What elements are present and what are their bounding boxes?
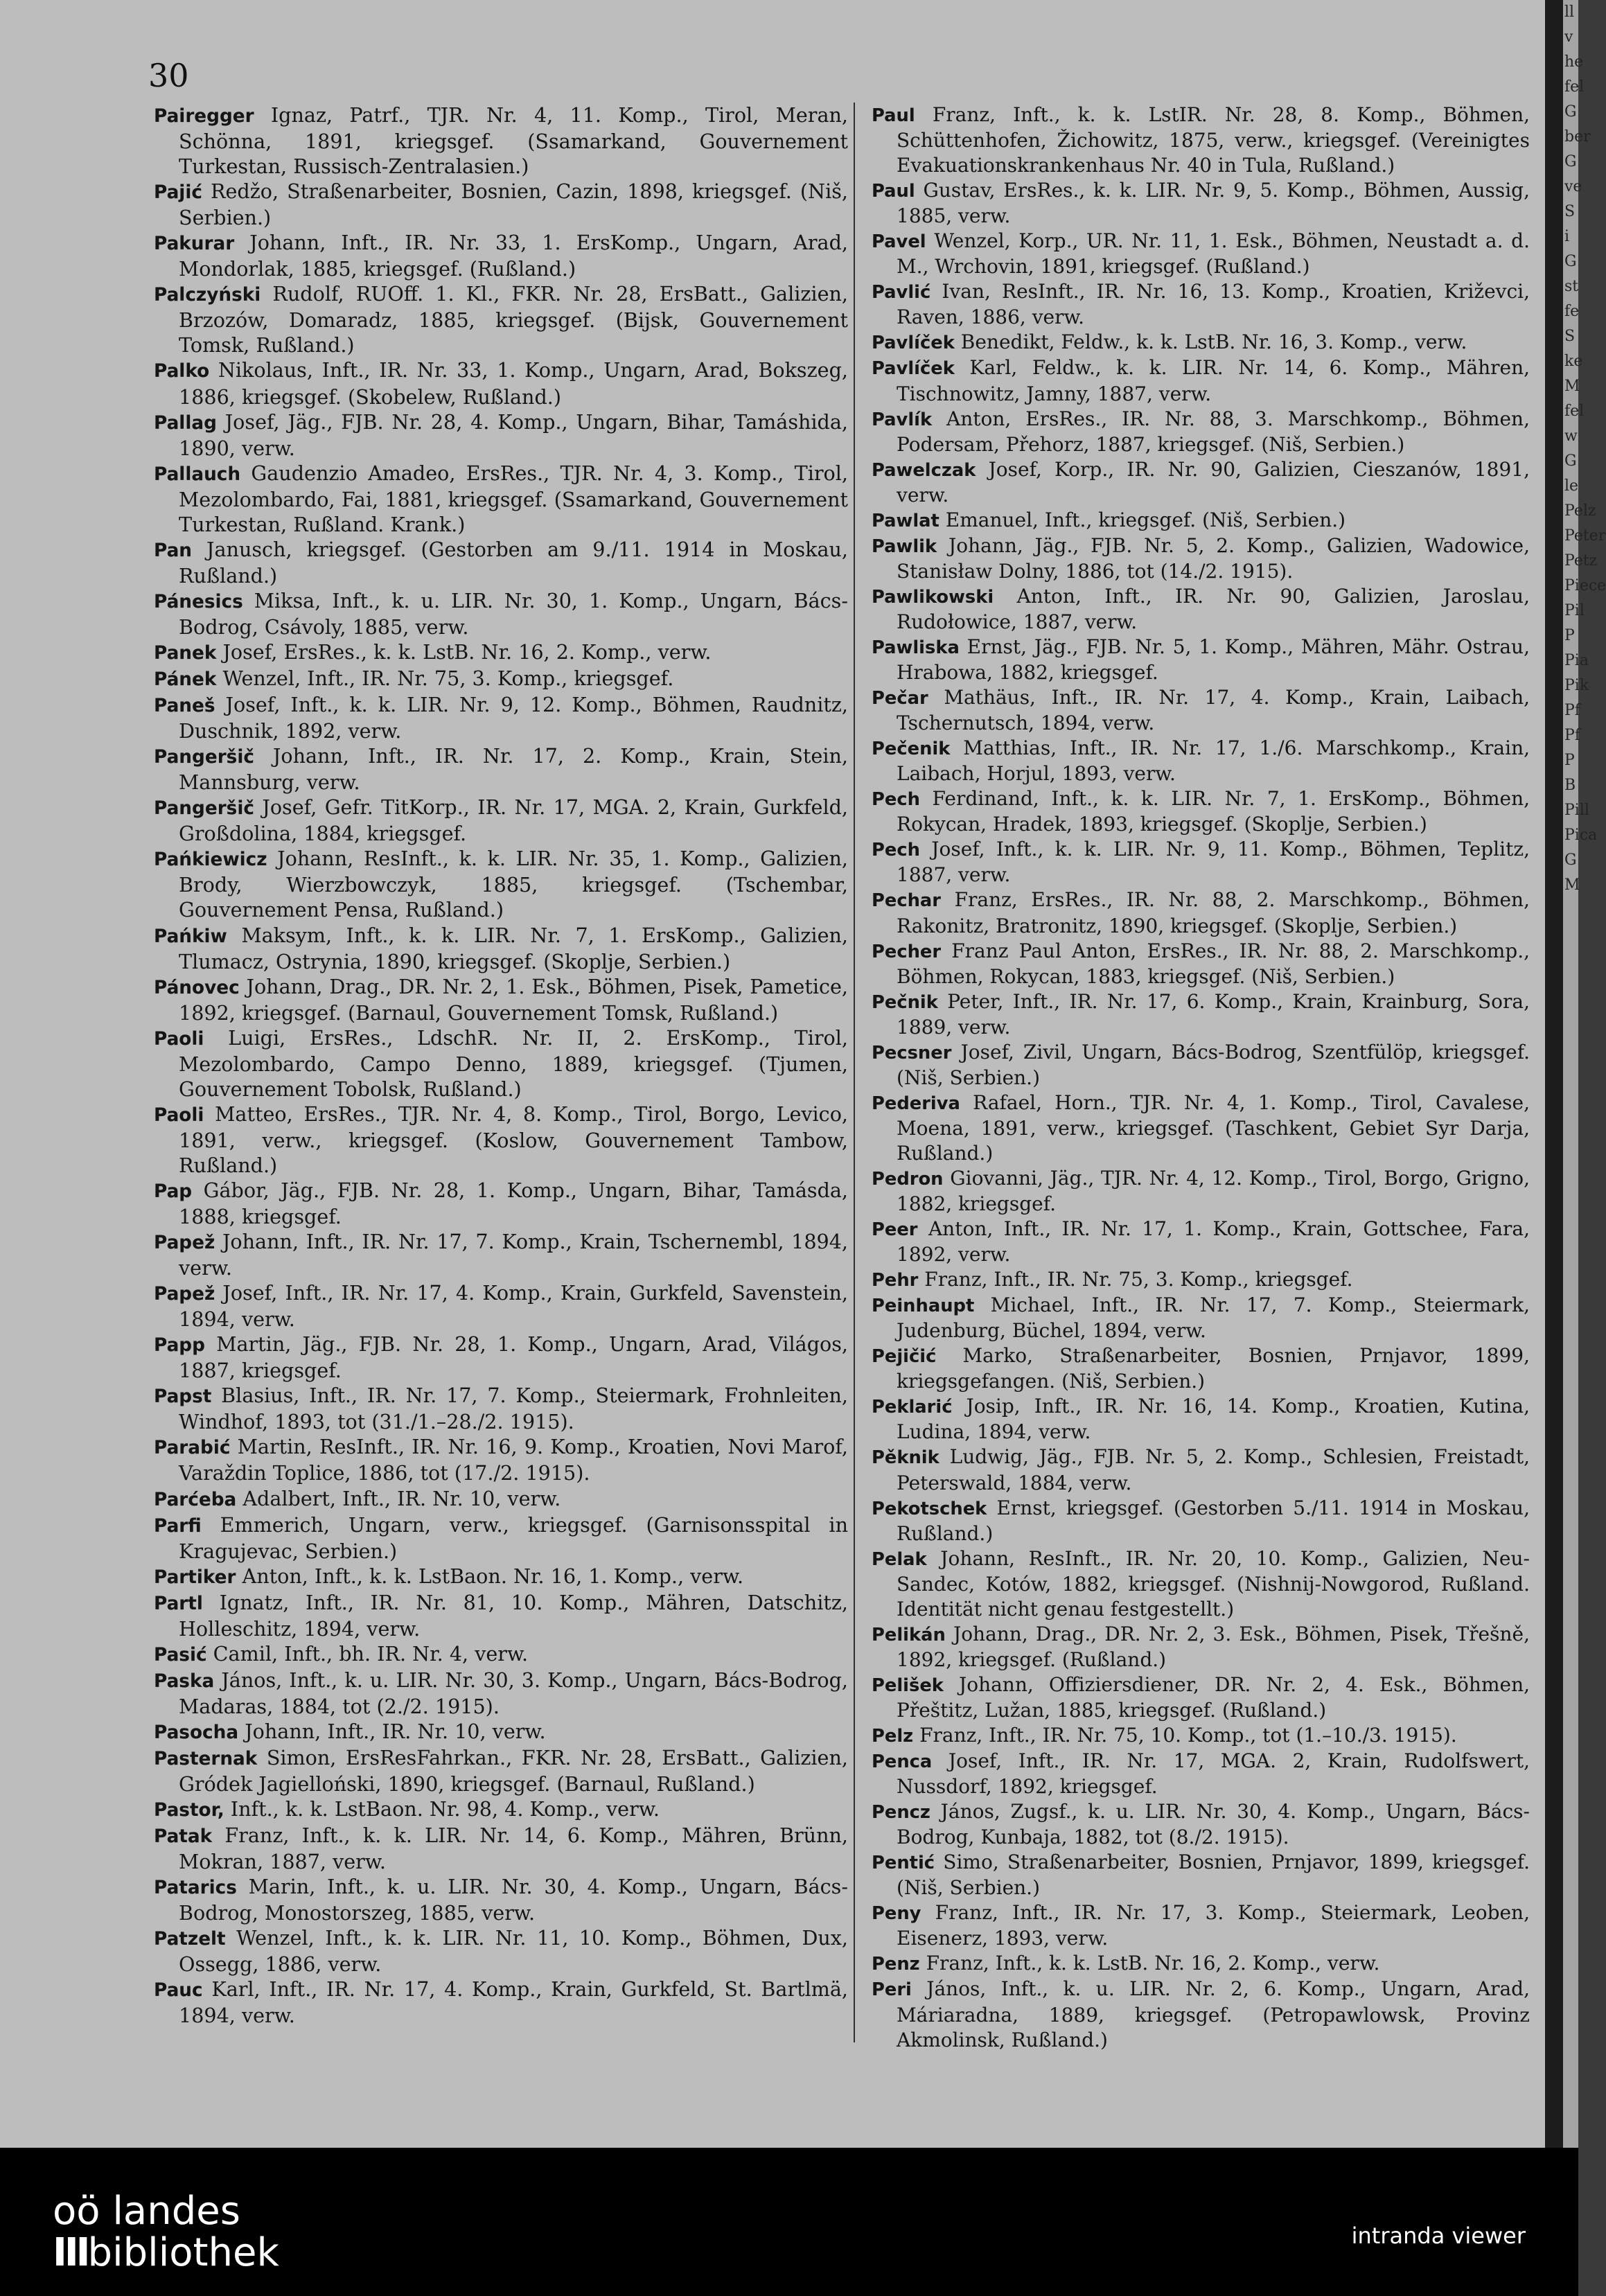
register-entry	[154, 281, 848, 357]
entry-surname: Pěknik	[872, 1447, 939, 1469]
entry-details: Benedikt, Feldw., k. k. LstB. Nr. 16, 3. Komp., verw.	[960, 330, 1467, 354]
entry-details: Josef, Gefr. TitKorp., IR. Nr. 17, MGA. 2, Krain, Gurkfeld, Großdolina, 1884, kriegsgef.	[179, 795, 848, 846]
entry-surname: Pavel	[872, 231, 926, 253]
entry-details: Peter, Inft., IR. Nr. 17, 6. Komp., Krain, Krainburg, Sora, 1889, verw.	[897, 989, 1530, 1039]
entry-surname: Pecher	[872, 941, 942, 962]
entry-surname: Paoli	[154, 1104, 204, 1126]
entry-surname: Panek	[154, 642, 217, 664]
logo-line1: oö landes	[53, 2189, 240, 2234]
entry-surname: Pangeršič	[154, 798, 254, 820]
entry-surname: Penz	[872, 1954, 920, 1975]
edge-fragment: ber	[1564, 128, 1591, 145]
register-entry	[154, 1229, 848, 1280]
entry-surname: Paneš	[154, 696, 215, 717]
entry-details: Ivan, ResInft., IR. Nr. 16, 13. Komp., Kroatien, Križevci, Raven, 1886, verw.	[897, 280, 1530, 329]
register-entry	[154, 795, 848, 846]
left-column	[154, 103, 848, 2029]
register-entry	[872, 1293, 1530, 1343]
entry-details: Josip, Inft., IR. Nr. 16, 14. Komp., Kroatien, Kutina, Ludina, 1894, verw.	[897, 1395, 1530, 1444]
edge-fragment: Pf	[1564, 702, 1580, 719]
register-entry	[872, 1217, 1530, 1267]
register-entry	[154, 179, 848, 230]
entry-details: Anton, Inft., IR. Nr. 90, Galizien, Jaroslau, Rudołowice, 1887, verw.	[897, 584, 1530, 633]
entry-details: Josef, ErsRes., k. k. LstB. Nr. 16, 2. Komp., verw.	[222, 639, 712, 664]
entry-details: Ernst, Jäg., FJB. Nr. 5, 1. Komp., Mähren, Mähr. Ostrau, Hrabowa, 1882, kriegsgef.	[897, 635, 1530, 685]
entry-surname: Pavlíček	[872, 358, 955, 380]
register-entry	[154, 1719, 848, 1745]
column-divider	[854, 103, 855, 2042]
entry-details: Blasius, Inft., IR. Nr. 17, 7. Komp., Steiermark, Frohnleiten, Windhof, 1893, tot (31./1.–28./2. 1915).	[179, 1384, 849, 1434]
entry-details: Martin, Jäg., FJB. Nr. 28, 1. Komp., Ungarn, Arad, Világos, 1887, kriegsgef.	[179, 1332, 848, 1383]
entry-surname: Peinhaupt	[872, 1296, 975, 1317]
entry-surname: Paul	[872, 181, 915, 202]
entry-details: Emanuel, Inft., kriegsgef. (Niš, Serbien.)	[945, 508, 1346, 531]
edge-fragment: Pia	[1564, 652, 1589, 669]
register-entry	[872, 508, 1530, 533]
entry-details: Josef, Inft., k. k. LIR. Nr. 9, 12. Komp., Böhmen, Raudnitz, Duschnik, 1892, verw.	[179, 693, 848, 743]
edge-fragment: he	[1564, 53, 1584, 71]
entry-details: Maksym, Inft., k. k. LIR. Nr. 7, 1. ErsKomp., Galizien, Tlumacz, Ostrynia, 1890, kriegsgef. (Skoplje, Serbien.)	[179, 923, 848, 973]
register-entry	[154, 1102, 848, 1178]
entry-surname: Peny	[872, 1903, 921, 1925]
entry-details: Wenzel, Inft., IR. Nr. 75, 3. Komp., kriegsgef.	[222, 666, 674, 691]
entry-details: Janusch, kriegsgef. (Gestorben am 9./11. 1914 in Moskau, Rußland.)	[179, 537, 848, 588]
edge-fragment: Pf	[1564, 727, 1580, 744]
entry-details: Martin, ResInft., IR. Nr. 16, 9. Komp., Kroatien, Novi Marof, Varaždin Toplice, 1886, tot (17./2. 1915).	[179, 1435, 848, 1485]
edge-fragment: Peter	[1564, 527, 1606, 545]
entry-surname: Parabić	[154, 1438, 231, 1459]
register-entry	[154, 1823, 848, 1874]
adjacent-page-edge	[1545, 0, 1606, 2148]
entry-details: Marin, Inft., k. u. LIR. Nr. 30, 4. Komp., Ungarn, Bács-Bodrog, Monostorszeg, 1885, verw.	[179, 1875, 849, 1925]
entry-surname: Patzelt	[154, 1929, 226, 1950]
logo-line2: bibliothek	[87, 2230, 279, 2275]
entry-surname: Peer	[872, 1219, 918, 1241]
edge-fragment: M	[1564, 378, 1580, 395]
edge-fragment: Pica	[1564, 827, 1598, 844]
edge-fragment: P	[1564, 752, 1575, 769]
entry-surname: Pawelczak	[872, 459, 976, 481]
entry-details: Anton, ErsRes., IR. Nr. 88, 3. Marschkomp., Böhmen, Podersam, Přehorz, 1887, kriegsgef. (Niš, Serbien.)	[897, 407, 1530, 456]
edge-fragment: B	[1564, 777, 1576, 794]
logo-bars-icon: III	[53, 2230, 88, 2275]
entry-details: Emmerich, Ungarn, verw., kriegsgef. (Garnisonsspital in Kragujevac, Serbien.)	[179, 1512, 848, 1563]
entry-details: Matthias, Inft., IR. Nr. 17, 1./6. Marschkomp., Krain, Laibach, Horjul, 1893, verw.	[897, 736, 1530, 786]
register-entry	[872, 989, 1530, 1040]
register-entry	[154, 1486, 848, 1512]
register-entry	[154, 1641, 848, 1668]
entry-details: Franz, Inft., k. k. LstIR. Nr. 28, 8. Komp., Böhmen, Schüttenhofen, Žichowitz, 1875, verw., kriegsgef. (Vereinigtes Evakuationskrankenhaus Nr. 40 in Tula, Rußland.)	[897, 103, 1530, 177]
entry-details: Ignaz, Patrf., TJR. Nr. 4, 11. Komp., Tirol, Meran, Schönna, 1891, kriegsgef. (Ssamarkand, Gouvernement Turkestan, Russisch-Zentralasien.)	[179, 103, 848, 179]
entry-surname: Palko	[154, 361, 210, 382]
entry-details: Michael, Inft., IR. Nr. 17, 7. Komp., Steiermark, Judenburg, Büchel, 1894, verw.	[897, 1293, 1530, 1343]
register-entry	[872, 1040, 1530, 1090]
entry-details: Wenzel, Korp., UR. Nr. 11, 1. Esk., Böhmen, Neustadt a. d. M., Wrchovin, 1891, kriegsgef. (Rußland.)	[897, 229, 1530, 279]
edge-fragment: Pelz	[1564, 502, 1596, 520]
register-entry	[872, 939, 1530, 989]
register-entry	[872, 1394, 1530, 1445]
entry-details: Johann, ResInft., IR. Nr. 20, 10. Komp., Galizien, Neu-Sandec, Kotów, 1882, kriegsgef. (Nishnij-Nowgorod, Rußland. Identität nicht genau festgestellt.)	[897, 1546, 1530, 1621]
library-logo[interactable]	[53, 2191, 279, 2274]
edge-fragment: Petz	[1564, 552, 1598, 569]
viewer-label: intranda viewer	[1351, 2223, 1526, 2249]
register-entry	[154, 1874, 848, 1925]
register-entry	[154, 974, 848, 1025]
register-entry	[872, 584, 1530, 635]
entry-details: Franz Paul Anton, ErsRes., IR. Nr. 88, 2. Marschkomp., Böhmen, Rokycan, 1883, kriegsgef. (Niš, Serbien.)	[897, 939, 1530, 988]
entry-details: Anton, Inft., k. k. LstBaon. Nr. 16, 1. Komp., verw.	[242, 1564, 744, 1588]
entry-details: Simo, Straßenarbeiter, Bosnien, Prnjavor, 1899, kriegsgef. (Niš, Serbien.)	[897, 1851, 1530, 1900]
register-entry	[154, 692, 848, 743]
entry-details: Johann, Inft., IR. Nr. 10, verw.	[245, 1719, 546, 1743]
entry-surname: Pentić	[872, 1853, 935, 1874]
register-entry	[154, 1590, 848, 1641]
entry-details: Franz, Inft., IR. Nr. 75, 10. Komp., tot (1.–10./3. 1915).	[919, 1724, 1457, 1747]
entry-surname: Pechar	[872, 890, 942, 912]
entry-surname: Parćeba	[154, 1489, 237, 1510]
entry-details: Wenzel, Inft., k. k. LIR. Nr. 11, 10. Komp., Böhmen, Dux, Ossegg, 1886, verw.	[179, 1926, 848, 1977]
entry-details: Josef, Zivil, Ungarn, Bács-Bodrog, Szentfülöp, kriegsgef. (Niš, Serbien.)	[897, 1040, 1530, 1089]
edge-fragment: ve	[1564, 178, 1582, 195]
register-entry	[872, 279, 1530, 330]
register-entry	[154, 357, 848, 409]
register-entry	[154, 1332, 848, 1383]
edge-fragment: G	[1564, 452, 1577, 470]
entry-details: Johann, Offiziersdiener, DR. Nr. 2, 4. Esk., Böhmen, Přeštitz, Lužan, 1885, kriegsgef. (Rußland.)	[897, 1672, 1530, 1722]
entry-surname: Pawlat	[872, 510, 939, 531]
register-entry	[154, 588, 848, 639]
entry-surname: Paoli	[154, 1028, 204, 1050]
edge-fragment: G	[1564, 253, 1577, 270]
register-entry	[872, 1951, 1530, 1977]
entry-details: Inft., k. k. LstBaon. Nr. 98, 4. Komp., verw.	[230, 1797, 660, 1821]
entry-details: Ernst, kriegsgef. (Gestorben 5./11. 1914 in Moskau, Rußland.)	[897, 1496, 1530, 1545]
entry-surname: Pelišek	[872, 1675, 944, 1696]
entry-surname: Pallauch	[154, 463, 241, 485]
entry-details: Miksa, Inft., k. u. LIR. Nr. 30, 1. Komp., Ungarn, Bács-Bodrog, Csávoly, 1885, verw.	[179, 588, 848, 639]
register-entry	[154, 1925, 848, 1977]
register-entry	[154, 639, 848, 666]
entry-surname: Pečnik	[872, 991, 938, 1013]
entry-surname: Pasocha	[154, 1722, 239, 1743]
entry-surname: Parfi	[154, 1515, 202, 1537]
entry-surname: Pech	[872, 840, 920, 861]
right-column	[872, 103, 1530, 2053]
register-entry	[872, 407, 1530, 457]
edge-fragment: ke	[1564, 353, 1583, 370]
entry-surname: Pasić	[154, 1644, 207, 1666]
register-entry	[872, 1799, 1530, 1850]
register-entry	[872, 229, 1530, 279]
entry-details: Franz, Inft., IR. Nr. 75, 3. Komp., kriegsgef.	[924, 1268, 1353, 1291]
entry-surname: Pangeršič	[154, 747, 254, 768]
entry-surname: Papp	[154, 1335, 205, 1357]
entry-details: Adalbert, Inft., IR. Nr. 10, verw.	[242, 1486, 561, 1510]
entry-details: Josef, Inft., k. k. LIR. Nr. 9, 11. Komp., Böhmen, Teplitz, 1887, verw.	[897, 838, 1530, 887]
edge-fragment: fe	[1564, 303, 1580, 320]
register-entry	[154, 1025, 848, 1102]
edge-fragment: G	[1564, 851, 1577, 869]
edge-fragment: S	[1564, 328, 1576, 345]
register-entry	[154, 1745, 848, 1796]
register-entry	[872, 1850, 1530, 1900]
entry-details: János, Inft., k. u. LIR. Nr. 30, 3. Komp., Ungarn, Bács-Bodrog, Madaras, 1884, tot (2./2. 1915).	[179, 1668, 848, 1718]
edge-fragment: fel	[1564, 78, 1585, 96]
register-entry	[872, 1622, 1530, 1672]
entry-surname: Pajić	[154, 182, 202, 204]
entry-surname: Pelikán	[872, 1624, 946, 1645]
edge-fragment: Pil	[1564, 602, 1585, 619]
entry-surname: Pavlík	[872, 409, 933, 430]
entry-surname: Pastor,	[154, 1800, 224, 1821]
entry-details: Nikolaus, Inft., IR. Nr. 33, 1. Komp., Ungarn, Arad, Bokszeg, 1886, kriegsgef. (Skobelew, Rußland.)	[179, 358, 848, 409]
entry-surname: Pánek	[154, 669, 217, 691]
register-entry	[154, 846, 848, 922]
entry-details: Gustav, ErsRes., k. k. LIR. Nr. 9, 5. Komp., Böhmen, Aussig, 1885, verw.	[897, 179, 1530, 228]
register-entry	[154, 1977, 848, 2028]
entry-surname: Patarics	[154, 1878, 237, 1899]
edge-fragment: P	[1564, 627, 1575, 644]
entry-details: János, Inft., k. u. LIR. Nr. 2, 6. Komp., Ungarn, Arad, Máriaradna, 1889, kriegsgef. (Petropawlowsk, Provinz Akmolinsk, Rußland.)	[897, 1977, 1530, 2051]
entry-surname: Pańkiw	[154, 926, 227, 947]
entry-details: Giovanni, Jäg., TJR. Nr. 4, 12. Komp., Tirol, Borgo, Grigno, 1882, kriegsgef.	[897, 1166, 1530, 1216]
entry-details: Karl, Feldw., k. k. LIR. Nr. 14, 6. Komp., Mähren, Tischnowitz, Jamny, 1887, verw.	[897, 356, 1530, 405]
viewer-footer	[0, 2148, 1578, 2296]
register-entry	[872, 685, 1530, 736]
register-entry	[872, 786, 1530, 837]
entry-surname: Pan	[154, 540, 193, 561]
register-entry	[872, 1267, 1530, 1293]
register-entry	[154, 1434, 848, 1485]
entry-details: Johann, Inft., IR. Nr. 33, 1. ErsKomp., Ungarn, Arad, Mondorlak, 1885, kriegsgef. (Rußland.)	[179, 231, 848, 281]
register-entry	[154, 1564, 848, 1590]
entry-details: Redžo, Straßenarbeiter, Bosnien, Cazin, 1898, kriegsgef. (Niš, Serbien.)	[179, 179, 848, 230]
edge-fragment: M	[1564, 876, 1580, 894]
entry-surname: Pech	[872, 789, 920, 811]
entry-details: Camil, Inft., bh. IR. Nr. 4, verw.	[213, 1641, 529, 1666]
entry-details: Franz, Inft., k. k. LstB. Nr. 16, 2. Komp., verw.	[926, 1952, 1380, 1975]
entry-surname: Pallag	[154, 412, 217, 434]
register-entry	[872, 457, 1530, 508]
register-entry	[154, 537, 848, 588]
register-entry	[872, 837, 1530, 888]
entry-surname: Pańkiewicz	[154, 849, 267, 871]
register-entry	[872, 1090, 1530, 1166]
entry-surname: Papst	[154, 1386, 212, 1408]
register-entry	[872, 355, 1530, 406]
register-entry	[872, 178, 1530, 229]
edge-fragment: Pik	[1564, 677, 1589, 694]
register-entry	[154, 230, 848, 281]
entry-details: Ludwig, Jäg., FJB. Nr. 5, 2. Komp., Schlesien, Freistadt, Peterswald, 1884, verw.	[897, 1445, 1530, 1494]
entry-surname: Pelz	[872, 1726, 914, 1747]
register-entry	[872, 1496, 1530, 1546]
edge-fragment: ll	[1564, 3, 1575, 21]
entry-details: Franz, Inft., IR. Nr. 17, 3. Komp., Steiermark, Leoben, Eisenerz, 1893, verw.	[897, 1901, 1530, 1950]
entry-details: Matteo, ErsRes., TJR. Nr. 4, 8. Komp., Tirol, Borgo, Levico, 1891, verw., kriegsgef. (Koslow, Gouvernement Tambow, Rußland.)	[179, 1102, 848, 1177]
entry-surname: Pečenik	[872, 739, 951, 760]
entry-details: Mathäus, Inft., IR. Nr. 17, 4. Komp., Krain, Laibach, Tschernutsch, 1894, verw.	[897, 686, 1530, 735]
register-entry	[154, 1280, 848, 1332]
register-entry	[154, 461, 848, 537]
register-entry	[872, 330, 1530, 355]
entry-surname: Pauc	[154, 1980, 203, 2002]
entry-details: Johann, Jäg., FJB. Nr. 5, 2. Komp., Galizien, Wadowice, Stanisław Dolny, 1886, tot (14./2. 1915).	[897, 533, 1530, 583]
register-entry	[154, 1668, 848, 1719]
entry-details: Marko, Straßenarbeiter, Bosnien, Prnjavor, 1899, kriegsgefangen. (Niš, Serbien.)	[897, 1344, 1530, 1393]
entry-details: Johann, ResInft., k. k. LIR. Nr. 35, 1. Komp., Galizien, Brody, Wierzbowczyk, 1885, kriegsgef. (Tschembar, Gouvernement Pensa, Rußland.)	[179, 847, 848, 922]
entry-surname: Penca	[872, 1751, 933, 1773]
entry-details: Johann, Drag., DR. Nr. 2, 3. Esk., Böhmen, Pisek, Třešně, 1892, kriegsgef. (Rußland.)	[897, 1622, 1530, 1671]
entry-details: Johann, Inft., IR. Nr. 17, 2. Komp., Krain, Stein, Mannsburg, verw.	[179, 744, 848, 795]
entry-surname: Pelak	[872, 1548, 927, 1570]
register-entry	[154, 1512, 848, 1564]
register-entry	[154, 103, 848, 179]
register-entry	[872, 1343, 1530, 1394]
entry-surname: Pawlikowski	[872, 586, 994, 608]
entry-details: Franz, Inft., k. k. LIR. Nr. 14, 6. Komp., Mähren, Brünn, Mokran, 1887, verw.	[179, 1823, 848, 1874]
entry-surname: Papež	[154, 1233, 215, 1254]
entry-details: Gaudenzio Amadeo, ErsRes., TJR. Nr. 4, 3. Komp., Tirol, Mezolombardo, Fai, 1881, kriegsgef. (Ssamarkand, Gouvernement Turkestan, Rußland. Krank.)	[179, 461, 849, 536]
entry-surname: Pavlić	[872, 282, 931, 303]
entry-surname: Pasternak	[154, 1749, 258, 1769]
register-entry	[154, 1178, 848, 1229]
entry-surname: Pawlik	[872, 536, 937, 557]
register-entry	[872, 635, 1530, 685]
entry-surname: Paul	[872, 105, 915, 126]
register-entry	[154, 1383, 848, 1434]
entry-details: Ignatz, Inft., IR. Nr. 81, 10. Komp., Mähren, Datschitz, Holleschitz, 1894, verw.	[179, 1590, 848, 1641]
edge-fragment: G	[1564, 103, 1577, 121]
edge-fragment: i	[1564, 228, 1570, 245]
entry-details: Josef, Korp., IR. Nr. 90, Galizien, Cieszanów, 1891, verw.	[897, 457, 1530, 506]
entry-surname: Pavlíček	[872, 333, 955, 354]
register-entry	[154, 666, 848, 692]
entry-details: Josef, Jäg., FJB. Nr. 28, 4. Komp., Ungarn, Bihar, Tamáshida, 1890, verw.	[179, 409, 848, 460]
register-entry	[872, 1723, 1530, 1749]
entry-surname: Pekotschek	[872, 1498, 987, 1519]
adjacent-page-sliver	[1563, 0, 1606, 2148]
register-entry	[872, 1546, 1530, 1622]
entry-surname: Palczyński	[154, 285, 261, 306]
entry-surname: Pawliska	[872, 637, 960, 658]
register-entry	[872, 103, 1530, 178]
entry-surname: Pakurar	[154, 233, 235, 255]
entry-surname: Paska	[154, 1670, 215, 1692]
register-entry	[872, 1749, 1530, 1799]
register-entry	[872, 1977, 1530, 2052]
entry-details: Rafael, Horn., TJR. Nr. 4, 1. Komp., Tirol, Cavalese, Moena, 1891, verw., kriegsgef. (Taschkent, Gebiet Syr Darja, Rußland.)	[897, 1090, 1530, 1165]
edge-fragment: Piece	[1564, 577, 1606, 594]
page-number: 30	[148, 57, 189, 94]
register-entry	[872, 1166, 1530, 1217]
entry-surname: Peri	[872, 1979, 912, 2001]
register-entry	[872, 888, 1530, 938]
edge-fragment: w	[1564, 427, 1578, 445]
edge-fragment: fel	[1564, 403, 1585, 420]
edge-fragment: S	[1564, 203, 1576, 220]
entry-surname: Pánesics	[154, 591, 243, 612]
entry-surname: Peklarić	[872, 1397, 953, 1418]
entry-surname: Papež	[154, 1284, 215, 1305]
entry-surname: Partiker	[154, 1566, 236, 1588]
entry-surname: Pederiva	[872, 1093, 960, 1114]
entry-details: Franz, ErsRes., IR. Nr. 88, 2. Marschkomp., Böhmen, Rakonitz, Bratronitz, 1890, kriegsgef. (Skoplje, Serbien.)	[897, 888, 1530, 937]
entry-surname: Pánovec	[154, 977, 240, 998]
entry-details: Luigi, ErsRes., LdschR. Nr. II, 2. ErsKomp., Tirol, Mezolombardo, Campo Denno, 1889, kriegsgef. (Tjumen, Gouvernement Tobolsk, Rußland.)	[179, 1025, 849, 1101]
edge-fragment: Pill	[1564, 802, 1589, 819]
entry-surname: Pejičić	[872, 1346, 937, 1368]
register-entry	[872, 736, 1530, 786]
entry-details: Simon, ErsResFahrkan., FKR. Nr. 28, ErsBatt., Galizien, Gródek Jagielloński, 1890, kriegsgef. (Barnaul, Rußland.)	[179, 1746, 848, 1796]
edge-fragment: st	[1564, 278, 1579, 295]
entry-details: Ferdinand, Inft., k. k. LIR. Nr. 7, 1. ErsKomp., Böhmen, Rokycan, Hradek, 1893, kriegsgef. (Skoplje, Serbien.)	[897, 787, 1530, 836]
entry-surname: Pencz	[872, 1802, 930, 1823]
register-entry	[872, 1900, 1530, 1951]
register-entry	[154, 743, 848, 795]
entry-surname: Pedron	[872, 1168, 944, 1190]
entry-surname: Patak	[154, 1826, 213, 1848]
entry-details: Johann, Inft., IR. Nr. 17, 7. Komp., Krain, Tschernembl, 1894, verw.	[179, 1230, 849, 1280]
register-entry	[872, 1445, 1530, 1495]
entry-details: Johann, Drag., DR. Nr. 2, 1. Esk., Böhmen, Pisek, Pametice, 1892, kriegsgef. (Barnaul, Gouvernement Tomsk, Rußland.)	[179, 974, 848, 1025]
entry-details: Rudolf, RUOff. 1. Kl., FKR. Nr. 28, ErsBatt., Galizien, Brzozów, Domaradz, 1885, kriegsgef. (Bijsk, Gouvernement Tomsk, Rußland.)	[179, 282, 848, 357]
register-entry	[872, 1672, 1530, 1723]
entry-details: Anton, Inft., IR. Nr. 17, 1. Komp., Krain, Gottschee, Fara, 1892, verw.	[897, 1217, 1530, 1266]
entry-surname: Partl	[154, 1593, 203, 1614]
register-entry	[872, 533, 1530, 584]
entry-surname: Pecsner	[872, 1042, 952, 1063]
entry-surname: Pehr	[872, 1270, 919, 1291]
edge-fragment: G	[1564, 153, 1577, 170]
register-entry	[154, 409, 848, 461]
entry-details: Josef, Inft., IR. Nr. 17, 4. Komp., Krain, Gurkfeld, Savenstein, 1894, verw.	[179, 1281, 848, 1332]
edge-fragment: v	[1564, 28, 1573, 46]
entry-surname: Pairegger	[154, 106, 254, 127]
entry-surname: Pap	[154, 1181, 193, 1202]
entry-details: Josef, Inft., IR. Nr. 17, MGA. 2, Krain, Rudolfswert, Nussdorf, 1892, kriegsgef.	[897, 1749, 1530, 1799]
entry-details: János, Zugsf., k. u. LIR. Nr. 30, 4. Komp., Ungarn, Bács-Bodrog, Kunbaja, 1882, tot (8./2. 1915).	[897, 1800, 1530, 1849]
entry-surname: Pečar	[872, 688, 928, 709]
entry-details: Karl, Inft., IR. Nr. 17, 4. Komp., Krain, Gurkfeld, St. Bartlmä, 1894, verw.	[179, 1977, 849, 2028]
register-entry	[154, 923, 848, 974]
entry-details: Gábor, Jäg., FJB. Nr. 28, 1. Komp., Ungarn, Bihar, Tamásda, 1888, kriegsgef.	[179, 1178, 849, 1229]
register-entry	[154, 1796, 848, 1823]
edge-fragment: le	[1564, 477, 1579, 495]
